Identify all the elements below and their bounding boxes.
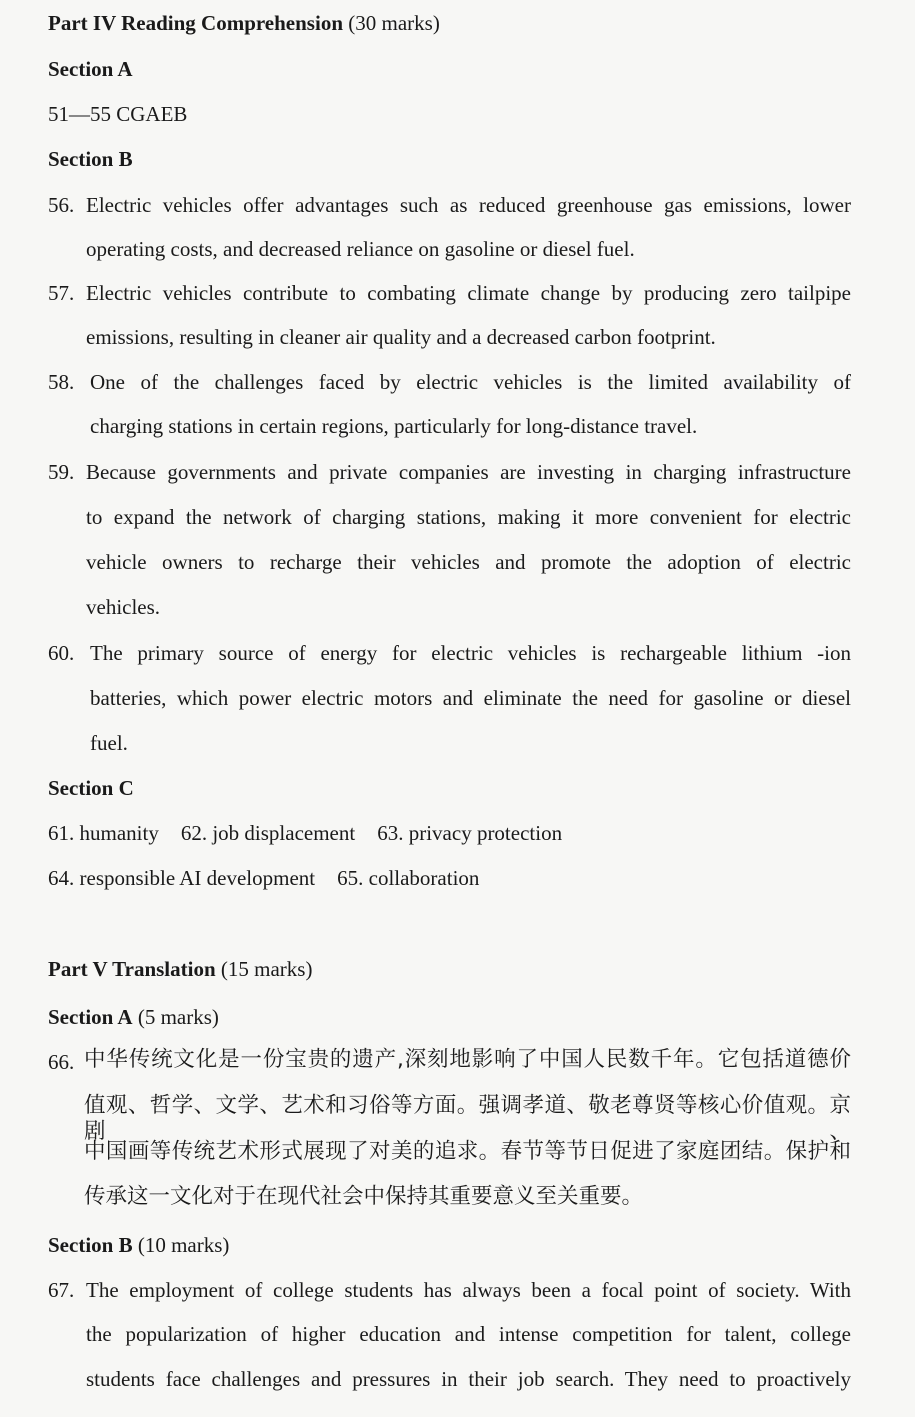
part5-marks: (15 marks) [220,957,313,981]
answer-67-line-2: the popularization of higher education and intense competition for talent, college [86,1322,851,1346]
answer-63: 63. privacy protection [377,821,563,845]
answer-56-line-1: Electric vehicles offer advantages such as reduced greenhouse gas emissions, lower [86,193,851,217]
answer-60-line-1: The primary source of energy for electric vehicles is rechargeable lithium -ion [90,641,851,665]
answer-58-line-2: charging stations in certain regions, particularly for long-distance travel. [90,414,698,438]
question-number-57: 57. [48,281,75,305]
question-number-59: 59. [48,460,75,484]
part5-heading [48,956,312,982]
answer-59-line-2: to expand the network of charging stations, making it more convenient for electric [86,505,851,529]
answer-57-line-2: emissions, resulting in cleaner air quality and a decreased carbon footprint. [86,325,716,349]
answer-61: 61. humanity [48,821,159,845]
part4-section-c-title: Section C [48,776,134,800]
answer-56-line-2: operating costs, and decreased reliance on gasoline or diesel fuel. [86,237,635,261]
part5-section-b-title: Section B [48,1233,133,1257]
part5-section-a-marks: (5 marks) [137,1005,219,1029]
part4-title: Part IV Reading Comprehension [48,11,343,35]
part4-section-b-title: Section B [48,147,133,171]
section-c-row-1 [48,820,562,846]
part5-section-a-heading [48,1004,219,1030]
answer-57-line-1: Electric vehicles contribute to combating climate change by producing zero tailpipe [86,281,851,305]
part4-heading [48,10,440,36]
part5-section-a-title: Section A [48,1005,133,1029]
question-number-58: 58. [48,370,75,394]
part4-section-a-answer: 51—55 CGAEB [48,102,188,126]
answer-60-line-2: batteries, which power electric motors and eliminate the need for gasoline or diesel [90,686,851,710]
answer-60-line-3: fuel. [90,731,128,755]
answer-59-line-1: Because governments and private companies are investing in charging infrastructure [86,460,851,484]
answer-67-line-1: The employment of college students has always been a focal point of society. With [86,1278,851,1302]
question-number-67: 67. [48,1278,75,1302]
section-c-row-2 [48,865,479,891]
answer-59-line-3: vehicle owners to recharge their vehicles and promote the adoption of electric [86,550,851,574]
answer-66-line-1: 中华传统文化是一份宝贵的遗产,深刻地影响了中国人民数千年。它包括道德价 [84,1047,851,1072]
answer-66-line-2: 值观、哲学、文学、艺术和习俗等方面。强调孝道、敬老尊贤等核心价值观。京剧、 [84,1093,851,1144]
part5-section-b-heading [48,1232,229,1258]
part5-section-b-marks: (10 marks) [137,1233,230,1257]
answer-66-line-4: 传承这一文化对于在现代社会中保持其重要意义至关重要。 [84,1184,644,1209]
answer-67-line-3: students face challenges and pressures in their job search. They need to proactively [86,1367,851,1391]
part4-section-a-title: Section A [48,57,133,81]
question-number-56: 56. [48,193,75,217]
question-number-66: 66. [48,1050,75,1074]
answer-62: 62. job displacement [180,821,356,845]
part4-marks: (30 marks) [348,11,440,35]
answer-65: 65. collaboration [337,866,480,890]
part5-title: Part V Translation [48,957,216,981]
answer-59-line-4: vehicles. [86,595,161,619]
answer-66-line-3: 中国画等传统艺术形式展现了对美的追求。春节等节日促进了家庭团结。保护和 [84,1139,851,1164]
answer-64: 64. responsible AI development [48,866,316,890]
question-number-60: 60. [48,641,75,665]
answer-58-line-1: One of the challenges faced by electric vehicles is the limited availability of [90,370,851,394]
